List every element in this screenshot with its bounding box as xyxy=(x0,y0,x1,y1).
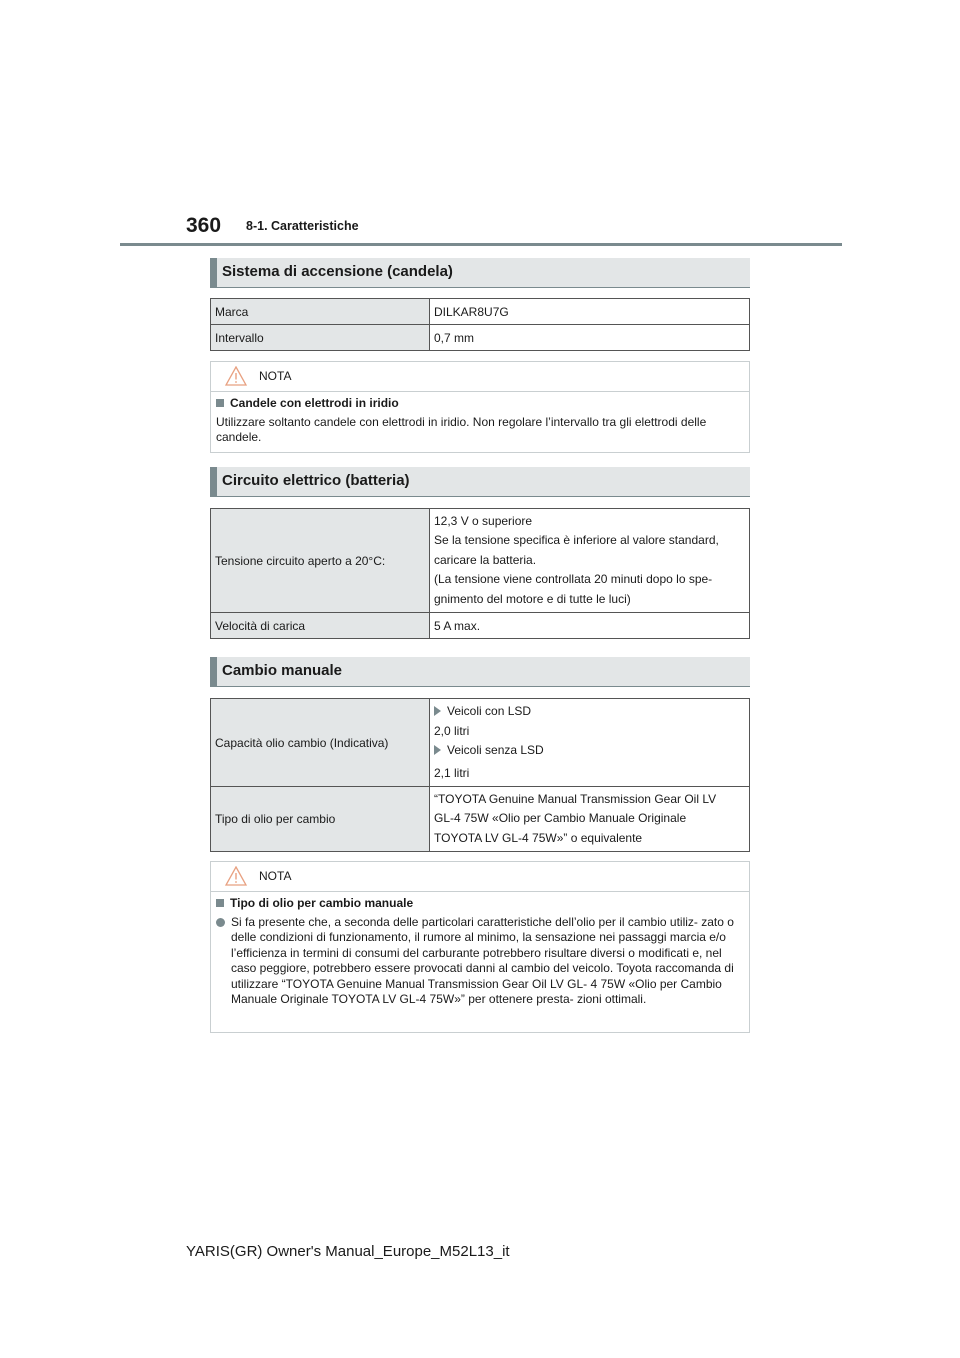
section-title: Circuito elettrico (batteria) xyxy=(222,472,410,489)
spec-key: Tensione circuito aperto a 20°C: xyxy=(211,509,430,613)
section-heading-gearbox xyxy=(210,657,750,687)
spec-value: 12,3 V o superiore Se la tensione specifica è inferiore al valore standard, caricare la batteria. (La tensione viene controllata 20 minuti dopo lo spe- gnimento del motore e di tutte le luci) xyxy=(430,509,750,613)
spec-key: Tipo di olio per cambio xyxy=(211,787,430,852)
table-row xyxy=(211,613,750,639)
spec-key: Intervallo xyxy=(211,325,430,351)
note-label: NOTA xyxy=(259,369,292,383)
spec-value: 0,7 mm xyxy=(430,325,750,351)
table-row xyxy=(211,509,750,613)
header-rule xyxy=(120,243,842,246)
battery-spec-table xyxy=(210,508,750,639)
spec-key: Capacità olio cambio (Indicativa) xyxy=(211,699,430,787)
note-text: Utilizzare soltanto candele con elettrodi in iridio. Non regolare l’intervallo tra gli elettrodi delle candele. xyxy=(216,414,707,444)
triangle-pointer-icon xyxy=(434,745,441,755)
spec-value: 5 A max. xyxy=(430,613,750,639)
square-bullet-icon xyxy=(216,899,224,907)
section-heading-battery xyxy=(210,467,750,497)
note-label: NOTA xyxy=(259,869,292,883)
spec-key: Velocità di carica xyxy=(211,613,430,639)
spec-key: Marca xyxy=(211,299,430,325)
spec-value: DILKAR8U7G xyxy=(430,299,750,325)
triangle-pointer-icon xyxy=(434,706,441,716)
warning-triangle-icon xyxy=(225,866,247,886)
spec-value: Veicoli con LSD 2,0 litri Veicoli senza LSD 2,1 litri xyxy=(430,699,750,787)
footer-doc-id: YARIS(GR) Owner's Manual_Europe_M52L13_it xyxy=(186,1243,510,1260)
note-subtitle: Candele con elettrodi in iridio xyxy=(230,396,399,410)
section-title: Cambio manuale xyxy=(222,662,343,679)
gearbox-spec-table xyxy=(210,698,750,852)
section-heading-ignition xyxy=(210,258,750,288)
ignition-spec-table xyxy=(210,298,750,351)
note-text: Si fa presente che, a seconda delle particolari caratteristiche dell’olio per il cambio utiliz- zato o delle condizioni di funzionamento, il rumore al minimo, la sensazione nei passaggi marcia e/o l’efficienza in termini di consumi del carburante potrebbero risultare diversi o modificati e, nel caso peggiore, potrebbero essere provocati danni al cambio del veicolo. Toyota raccomanda di utilizzare “TOYOTA Genuine Manual Transmission Gear Oil LV GL- 4 75W «Olio per Cambio Manuale Originale TOYOTA LV GL-4 75W»” per ottenere presta- zioni ottimali. xyxy=(231,914,734,1006)
table-row xyxy=(211,325,750,351)
page-number: 360 xyxy=(186,214,222,237)
chapter-title: 8-1. Caratteristiche xyxy=(246,219,359,233)
note-box xyxy=(210,361,750,453)
table-row xyxy=(211,787,750,852)
note-subtitle: Tipo di olio per cambio manuale xyxy=(230,896,414,910)
table-row xyxy=(211,699,750,787)
spec-value: “TOYOTA Genuine Manual Transmission Gear Oil LV GL-4 75W «Olio per Cambio Manuale Originale TOYOTA LV GL-4 75W»” o equivalente xyxy=(430,787,750,852)
square-bullet-icon xyxy=(216,399,224,407)
note-box xyxy=(210,861,750,1033)
section-title: Sistema di accensione (candela) xyxy=(222,263,453,280)
table-row xyxy=(211,299,750,325)
circle-bullet-icon xyxy=(216,918,225,927)
warning-triangle-icon xyxy=(225,366,247,386)
